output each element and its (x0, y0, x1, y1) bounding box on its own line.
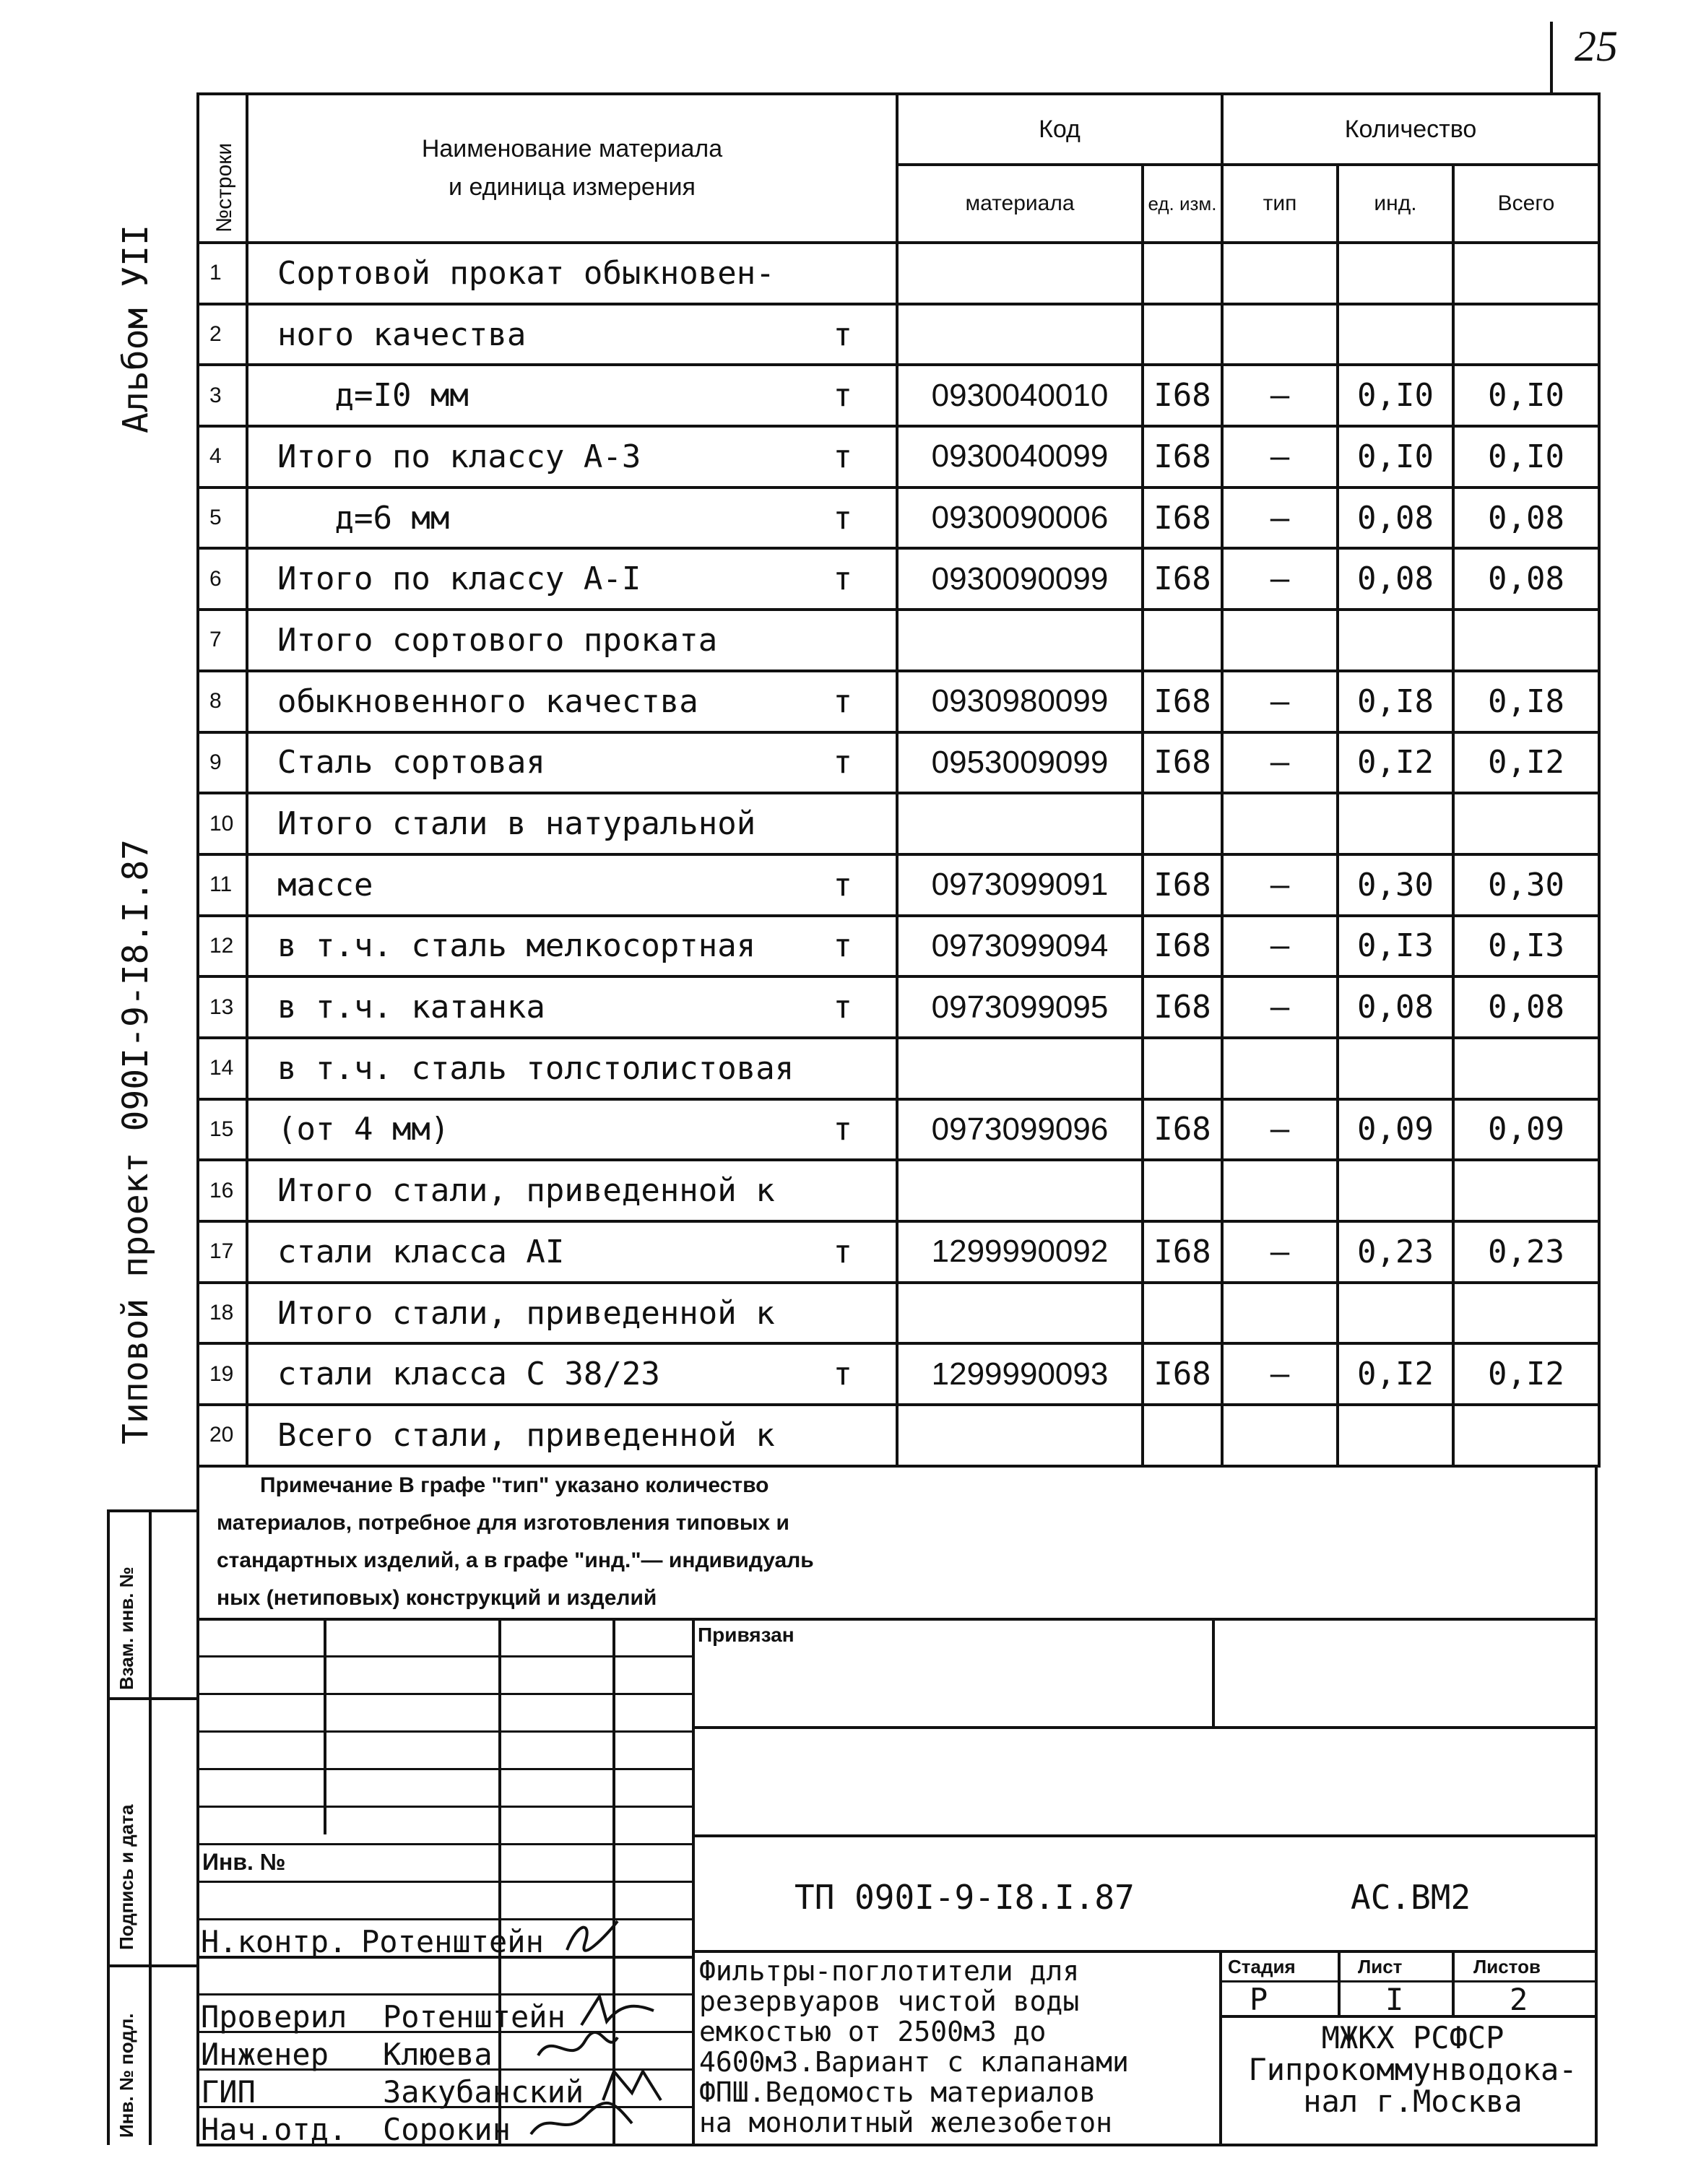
album-label: Альбом УII (116, 225, 156, 433)
row-name-text: Сталь сортовая (277, 744, 545, 781)
row-ind: 0,I0 (1338, 426, 1453, 488)
row-ind: 0,I8 (1338, 671, 1453, 732)
row-unit: т (833, 989, 852, 1026)
project-label: Типовой проект 090I-9-I8.I.87 (116, 838, 156, 1444)
row-name-text: (от 4 мм) (277, 1111, 450, 1148)
stamp-desig-bottom (692, 1950, 1598, 1953)
staff-h2 (196, 1693, 692, 1695)
row-name-text: Итого по классу А-3 (277, 438, 641, 475)
row-name-text: в т.ч. сталь мелкосортная (277, 927, 756, 965)
table-row (198, 854, 1599, 916)
row-total (1453, 1283, 1599, 1344)
row-name (247, 488, 897, 549)
row-name (247, 610, 897, 671)
row-name-text: Итого стали в натуральной (277, 805, 756, 843)
row-number: 12 (198, 916, 247, 977)
signature-3-icon (534, 2027, 621, 2070)
staff-role-1: Проверил (201, 1999, 347, 2034)
signature-5-icon (527, 2094, 636, 2145)
row-name (247, 548, 897, 610)
stamp-label-sign: Подпись и дата (116, 1804, 137, 1950)
row-unit-code (1143, 793, 1222, 854)
page-number-rule (1550, 22, 1553, 94)
note-line-3: стандартных изделий, а в графе "инд."— индивидуаль (217, 1548, 814, 1572)
row-number: 4 (198, 426, 247, 488)
stamp-org-line-1: МЖКХ РСФСР (1321, 2020, 1504, 2055)
row-name-text: Итого сортового проката (277, 621, 718, 659)
row-type: – (1222, 365, 1338, 426)
row-ind: 0,08 (1338, 976, 1453, 1038)
table-row (198, 243, 1599, 304)
row-unit: т (833, 1233, 852, 1270)
stamp-desig-top (692, 1834, 1598, 1837)
row-unit-code: I68 (1143, 854, 1222, 916)
staff-role-0: Н.контр. (201, 1924, 347, 1959)
stamp-side-left (107, 1509, 110, 2145)
header-code-unit: ед. изм. (1143, 165, 1222, 243)
row-ind (1338, 243, 1453, 304)
stamp-side-top (107, 1509, 199, 1512)
row-number: 16 (198, 1160, 247, 1221)
row-unit: т (833, 560, 852, 598)
row-name (247, 854, 897, 916)
row-type: – (1222, 916, 1338, 977)
row-total (1453, 1405, 1599, 1466)
row-total (1453, 304, 1599, 365)
staff-role-3: ГИП (201, 2074, 256, 2110)
stamp-sheet-label: Лист (1358, 1956, 1403, 1977)
row-unit: т (833, 499, 852, 537)
row-code (897, 793, 1143, 854)
staff-name-2: Клюева (383, 2037, 493, 2072)
row-name-text: ного качества (277, 316, 527, 353)
header-row-num-label: №строки (212, 142, 236, 233)
row-total: 0,23 (1453, 1221, 1599, 1283)
row-type: – (1222, 1343, 1338, 1405)
row-code: 0930040010 (897, 365, 1143, 426)
table-row (198, 1221, 1599, 1283)
stamp-org-line-3: нал г.Москва (1303, 2084, 1523, 2119)
row-total: 0,30 (1453, 854, 1599, 916)
row-number: 10 (198, 793, 247, 854)
stamp-org (1228, 2022, 1598, 2118)
row-total: 0,I8 (1453, 671, 1599, 732)
row-total: 0,08 (1453, 488, 1599, 549)
row-number: 20 (198, 1405, 247, 1466)
stamp-title-line-1: Фильтры-поглотители для (699, 1955, 1080, 1987)
row-ind (1338, 1283, 1453, 1344)
table-row (198, 1343, 1599, 1405)
row-ind: 0,I0 (1338, 365, 1453, 426)
table-row (198, 916, 1599, 977)
row-unit: т (833, 1356, 852, 1393)
row-number: 18 (198, 1283, 247, 1344)
row-unit-code: I68 (1143, 488, 1222, 549)
row-type: – (1222, 1099, 1338, 1161)
row-total: 0,I3 (1453, 916, 1599, 977)
row-number: 7 (198, 610, 247, 671)
stamp-title-line-3: емкостью от 2500м3 до (699, 2016, 1047, 2048)
row-name-text: д=I0 мм (277, 377, 469, 415)
row-name (247, 243, 897, 304)
row-name-text: в т.ч. сталь толстолистовая (277, 1049, 794, 1087)
row-unit: т (833, 866, 852, 904)
stamp-vpriv (1212, 1618, 1215, 1728)
row-name (247, 1283, 897, 1344)
stamp-sheets: 2 (1510, 1982, 1528, 2017)
row-ind: 0,09 (1338, 1099, 1453, 1161)
row-number: 14 (198, 1038, 247, 1099)
row-ind (1338, 304, 1453, 365)
stamp-stage-values (1219, 2015, 1598, 2018)
table-row (198, 732, 1599, 794)
row-code (897, 610, 1143, 671)
row-total: 0,I2 (1453, 732, 1599, 794)
header-name (247, 94, 897, 243)
row-unit: т (833, 682, 852, 720)
stamp-label-vzam: Взам. инв. № (116, 1566, 137, 1690)
row-type: – (1222, 976, 1338, 1038)
table-row (198, 793, 1599, 854)
row-unit-code (1143, 1283, 1222, 1344)
row-unit: т (833, 316, 852, 353)
row-name (247, 671, 897, 732)
row-ind: 0,23 (1338, 1221, 1453, 1283)
row-total: 0,I2 (1453, 1343, 1599, 1405)
stamp-title-line-4: 4600м3.Вариант с клапанами (699, 2046, 1129, 2078)
header-row-num (198, 94, 247, 243)
row-code (897, 1283, 1143, 1344)
row-code: 0930980099 (897, 671, 1143, 732)
row-type (1222, 793, 1338, 854)
row-unit-code (1143, 304, 1222, 365)
row-type: – (1222, 732, 1338, 794)
stamp-sheets-label: Листов (1473, 1956, 1541, 1977)
row-number: 9 (198, 732, 247, 794)
header-code-material: материала (897, 165, 1143, 243)
row-code: 0953009099 (897, 732, 1143, 794)
staff-role-2: Инженер (201, 2037, 329, 2072)
row-number: 15 (198, 1099, 247, 1161)
row-name-text: обыкновенного качества (277, 682, 698, 720)
row-unit-code (1143, 1160, 1222, 1221)
row-name (247, 732, 897, 794)
row-code: 0930090099 (897, 548, 1143, 610)
header-q-ind: инд. (1338, 165, 1453, 243)
row-total (1453, 793, 1599, 854)
note-line-2: материалов, потребное для изготовления типовых и (217, 1511, 789, 1535)
stamp-stage-label: Стадия (1228, 1956, 1296, 1977)
row-total: 0,08 (1453, 976, 1599, 1038)
stamp-sheet: I (1385, 1982, 1404, 2017)
row-unit-code: I68 (1143, 1343, 1222, 1405)
stamp-side-div1 (107, 1697, 199, 1700)
row-name (247, 1221, 897, 1283)
table-row (198, 976, 1599, 1038)
row-code: 0973099095 (897, 976, 1143, 1038)
table-row (198, 1283, 1599, 1344)
row-type: – (1222, 488, 1338, 549)
row-name-text: Всего стали, приведенной к (277, 1416, 775, 1454)
row-ind (1338, 793, 1453, 854)
row-ind (1338, 610, 1453, 671)
stamp-v-stage (1338, 1950, 1341, 2016)
row-name (247, 976, 897, 1038)
table-row (198, 671, 1599, 732)
materials-table (196, 92, 1601, 1468)
row-code (897, 1160, 1143, 1221)
stamp-label-inv: Инв. № подл. (116, 2013, 137, 2138)
row-code: 0973099096 (897, 1099, 1143, 1161)
row-unit-code (1143, 1038, 1222, 1099)
row-type (1222, 1405, 1338, 1466)
row-name-text: Итого стали, приведенной к (277, 1172, 775, 1210)
row-name-text: Сортовой прокат обыкновен- (277, 254, 775, 292)
table-row (198, 1160, 1599, 1221)
row-type (1222, 304, 1338, 365)
staff-h5 (196, 1806, 692, 1808)
stamp-side-mid (149, 1509, 152, 2145)
row-number: 6 (198, 548, 247, 610)
row-name-text: стали класса AI (277, 1233, 565, 1270)
staff-h3 (196, 1730, 692, 1733)
table-row (198, 1405, 1599, 1466)
stamp-title-line-6: на монолитный железобетон (699, 2107, 1112, 2138)
table-row (198, 610, 1599, 671)
row-unit-code (1143, 1405, 1222, 1466)
staff-role-4: Нач.отд. (201, 2112, 347, 2147)
header-name-line1: Наименование материала (421, 135, 723, 162)
row-name-text: массе (277, 866, 373, 904)
header-q-type: тип (1222, 165, 1338, 243)
staff-name-0: Ротенштейн (361, 1924, 544, 1959)
row-total: 0,I0 (1453, 365, 1599, 426)
table-row (198, 304, 1599, 365)
row-name-text: в т.ч. катанка (277, 989, 545, 1026)
table-row (198, 1038, 1599, 1099)
row-total (1453, 243, 1599, 304)
row-number: 5 (198, 488, 247, 549)
row-name-text: д=6 мм (277, 499, 450, 537)
row-type (1222, 610, 1338, 671)
row-ind: 0,I2 (1338, 732, 1453, 794)
row-code: 0973099094 (897, 916, 1143, 977)
row-ind (1338, 1405, 1453, 1466)
row-name (247, 1343, 897, 1405)
row-ind: 0,08 (1338, 488, 1453, 549)
row-number: 2 (198, 304, 247, 365)
row-number: 17 (198, 1221, 247, 1283)
table-row (198, 426, 1599, 488)
row-number: 3 (198, 365, 247, 426)
stamp-top (196, 1618, 1598, 1621)
row-unit-code: I68 (1143, 732, 1222, 794)
row-code: 0930090006 (897, 488, 1143, 549)
signature-2-icon (578, 1989, 657, 2032)
row-type: – (1222, 854, 1338, 916)
staff-h6 (196, 1843, 692, 1845)
row-code (897, 1038, 1143, 1099)
stamp-designation: ТП 090I-9-I8.I.87 (794, 1878, 1135, 1917)
table-row (198, 548, 1599, 610)
row-unit: т (833, 744, 852, 781)
header-quantity: Количество (1222, 94, 1599, 165)
row-name (247, 1038, 897, 1099)
row-code (897, 304, 1143, 365)
row-code: 0930040099 (897, 426, 1143, 488)
row-name (247, 304, 897, 365)
row-unit-code: I68 (1143, 1099, 1222, 1161)
stamp-stage-labels (1219, 1980, 1598, 1982)
row-type (1222, 1283, 1338, 1344)
table-row (198, 1099, 1599, 1161)
row-unit-code: I68 (1143, 365, 1222, 426)
row-number: 8 (198, 671, 247, 732)
row-total (1453, 610, 1599, 671)
row-type (1222, 243, 1338, 304)
row-code: 1299990093 (897, 1343, 1143, 1405)
row-number: 13 (198, 976, 247, 1038)
stamp-side-div2 (107, 1964, 199, 1967)
staff-name-4: Сорокин (383, 2112, 511, 2147)
row-type: – (1222, 426, 1338, 488)
staff-name-3: Закубанский (383, 2074, 584, 2110)
row-total (1453, 1038, 1599, 1099)
row-unit-code: I68 (1143, 548, 1222, 610)
row-name (247, 793, 897, 854)
row-name-text: Итого по классу А-I (277, 560, 641, 598)
header-q-total: Всего (1453, 165, 1599, 243)
row-total (1453, 1160, 1599, 1221)
stamp-priv-bottom (692, 1726, 1598, 1729)
row-type: – (1222, 671, 1338, 732)
row-ind: 0,I3 (1338, 916, 1453, 977)
stamp-inv-no: Инв. № (202, 1849, 286, 1875)
stamp-title-line-5: ФПШ.Ведомость материалов (699, 2076, 1096, 2108)
row-total: 0,08 (1453, 548, 1599, 610)
row-unit-code: I68 (1143, 916, 1222, 977)
header-name-line2: и единица измерения (449, 173, 696, 201)
row-ind (1338, 1038, 1453, 1099)
row-code: 0973099091 (897, 854, 1143, 916)
row-name (247, 1099, 897, 1161)
page-number: 25 (1575, 22, 1618, 70)
staff-h7 (196, 1881, 692, 1883)
row-code: 1299990092 (897, 1221, 1143, 1283)
stamp-stage: Р (1250, 1982, 1268, 2017)
row-unit-code: I68 (1143, 976, 1222, 1038)
staff-name-1: Ротенштейн (383, 1999, 566, 2034)
stamp-title (699, 1956, 1129, 2138)
header-code: Код (897, 94, 1222, 165)
note-line-1: Примечание В графе "тип" указано количество (260, 1473, 769, 1497)
row-unit-code: I68 (1143, 671, 1222, 732)
stamp-v-sheet (1452, 1950, 1455, 2016)
row-name-text: стали класса С 38/23 (277, 1356, 660, 1393)
row-name (247, 426, 897, 488)
row-unit: т (833, 927, 852, 965)
row-ind (1338, 1160, 1453, 1221)
row-number: 11 (198, 854, 247, 916)
row-type (1222, 1038, 1338, 1099)
row-type: – (1222, 1221, 1338, 1283)
staff-h4 (196, 1768, 692, 1770)
row-unit: т (833, 1111, 852, 1148)
note-line-4: ных (нетиповых) конструкций и изделий (217, 1586, 657, 1610)
row-ind: 0,08 (1338, 548, 1453, 610)
row-total: 0,09 (1453, 1099, 1599, 1161)
row-unit-code: I68 (1143, 1221, 1222, 1283)
row-unit: т (833, 438, 852, 475)
row-type (1222, 1160, 1338, 1221)
row-ind: 0,30 (1338, 854, 1453, 916)
row-unit-code (1143, 610, 1222, 671)
row-total: 0,I0 (1453, 426, 1599, 488)
stamp-privyazan: Привязан (698, 1624, 794, 1646)
row-code (897, 243, 1143, 304)
row-name-text: Итого стали, приведенной к (277, 1294, 775, 1332)
table-row (198, 365, 1599, 426)
row-code (897, 1405, 1143, 1466)
row-name (247, 1405, 897, 1466)
row-name (247, 1160, 897, 1221)
row-unit-code: I68 (1143, 426, 1222, 488)
row-unit-code (1143, 243, 1222, 304)
stamp-title-line-2: резервуаров чистой воды (699, 1985, 1080, 2017)
signature-1-icon (563, 1914, 621, 1957)
staff-v1 (324, 1618, 326, 1834)
stamp-mark: АС.ВМ2 (1351, 1878, 1471, 1917)
row-unit: т (833, 377, 852, 415)
row-type: – (1222, 548, 1338, 610)
table-row (198, 488, 1599, 549)
row-number: 1 (198, 243, 247, 304)
stamp-v-title (1219, 1950, 1222, 2145)
stamp-org-line-2: Гипрокоммунводока- (1248, 2052, 1577, 2087)
stamp-vmain (692, 1618, 695, 2145)
row-ind: 0,I2 (1338, 1343, 1453, 1405)
staff-h1 (196, 1655, 692, 1658)
row-number: 19 (198, 1343, 247, 1405)
row-name (247, 365, 897, 426)
row-name (247, 916, 897, 977)
